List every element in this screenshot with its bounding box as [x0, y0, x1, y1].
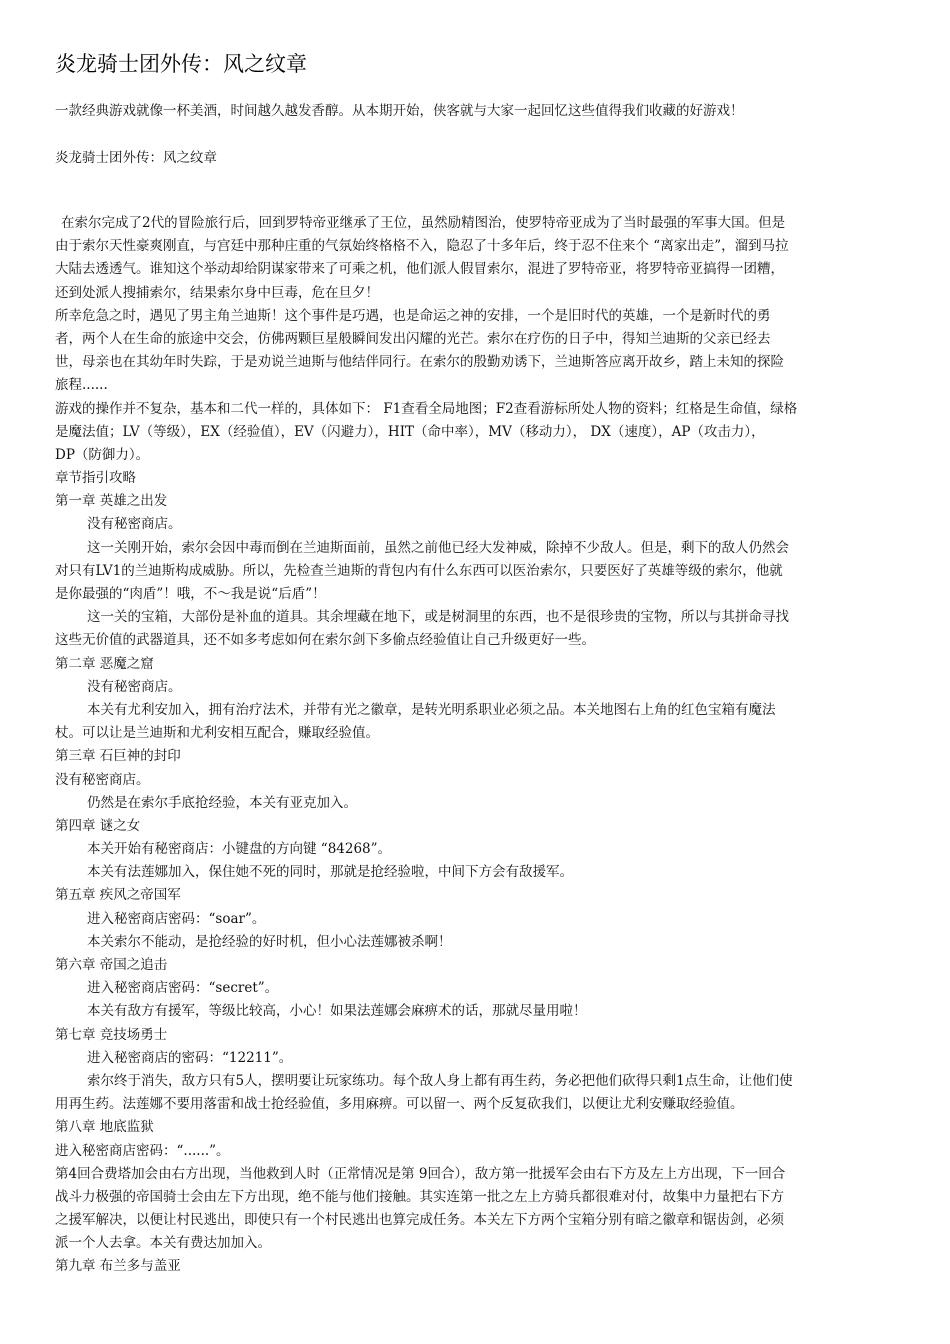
text-line: 大陆去透透气。谁知这个举动却给阴谋家带来了可乘之机，他们派人假冒索尔，混进了罗特帝亚，将罗特帝亚搞得一团糟，	[55, 261, 784, 278]
text-line: 是魔法值；LV（等级），EX（经验值），EV（闪避力），HIT（命中率），MV（移动力）， DX（速度），AP（攻击力），	[55, 423, 765, 440]
text-line: 杖。可以让是兰迪斯和尤利安相互配合，赚取经验值。	[55, 725, 379, 742]
chapter-heading: 第二章 恶魔之窟	[55, 655, 154, 672]
text-line: 没有秘密商店。	[87, 516, 182, 533]
text-line: 索尔终于消失，敌方只有5人，摆明要让玩家练功。每个敌人身上都有再生药，务必把他们砍得只剩1点生命，让他们使	[87, 1072, 793, 1089]
text-line: 还到处派人搜捕索尔，结果索尔身中巨毒，危在旦夕！	[55, 284, 379, 301]
text-line: 由于索尔天性豪爽刚直，与宫廷中那种庄重的气氛始终格格不入，隐忍了十多年后，终于忍不住来个 “离家出走”，溜到马拉	[55, 238, 789, 255]
text-line: 所幸危急之时，遇见了男主角兰迪斯！这个事件是巧遇，也是命运之神的安排，一个是旧时代的英雄，一个是新时代的勇	[55, 307, 771, 324]
text-line: 本关有尤利安加入，拥有治疗法术，并带有光之徽章，是转光明系职业必须之品。本关地图右上角的红色宝箱有魔法	[87, 701, 776, 718]
text-line: 在索尔完成了2代的冒险旅行后，回到罗特帝亚继承了王位，虽然励精图治，使罗特帝亚成为了当时最强的军事大国。但是	[61, 215, 786, 231]
text-line: DP（防御力）。	[55, 446, 150, 463]
document-title: 炎龙骑士团外传：风之纹章	[55, 52, 307, 76]
text-line: 对只有LV1的兰迪斯构成威胁。所以，先检查兰迪斯的背包内有什么东西可以医治索尔，只要医好了英雄等级的索尔，他就	[55, 562, 783, 579]
article-body	[55, 212, 940, 1279]
text-line: 本关有敌方有援军，等级比较高，小心！如果法莲娜会麻痹术的话，那就尽量用啦！	[87, 1003, 587, 1020]
document-subtitle: 炎龙骑士团外传：风之纹章	[55, 150, 217, 166]
text-line: 世，母亲也在其幼年时失踪，于是劝说兰迪斯与他结伴同行。在索尔的殷勤劝诱下，兰迪斯答应离开故乡，踏上未知的探险	[55, 354, 784, 371]
text-line: 派一个人去拿。本关有费达加加入。	[55, 1235, 271, 1252]
text-line: 本关索尔不能动，是抢经验的好时机，但小心法莲娜被杀啊！	[87, 933, 452, 950]
chapter-heading: 第七章 竞技场勇士	[55, 1026, 168, 1043]
section-heading: 章节指引攻略	[55, 470, 136, 487]
text-line: 进入秘密商店的密码：“12211”。	[87, 1049, 293, 1066]
chapter-heading: 第三章 石巨神的封印	[55, 748, 181, 765]
intro-paragraph: 一款经典游戏就像一杯美酒，时间越久越发香醇。从本期开始，侠客就与大家一起回忆这些值得我们收藏的好游戏！	[55, 103, 744, 119]
chapter-heading: 第八章 地底监狱	[55, 1119, 154, 1136]
text-line: 进入秘密商店密码：“......”。	[55, 1142, 230, 1159]
text-line: 用再生药。法莲娜不要用落雷和战士抢经验值，多用麻痹。可以留一、两个反复砍我们，以便让尤利安赚取经验值。	[55, 1096, 744, 1113]
text-line: 战斗力极强的帝国骑士会由左下方出现，绝不能与他们接触。其实连第一批之左上方骑兵都很难对付，故集中力量把右下方	[55, 1188, 784, 1205]
text-line: 本关开始有秘密商店：小键盘的方向键 “84268”。	[87, 841, 392, 858]
text-line: 没有秘密商店。	[55, 771, 150, 788]
chapter-heading: 第九章 布兰多与盖亚	[55, 1258, 181, 1275]
text-line: 这一关刚开始，索尔会因中毒而倒在兰迪斯面前，虽然之前他已经大发神威，除掉不少敌人。但是，剩下的敌人仍然会	[87, 539, 789, 556]
chapter-heading: 第四章 谜之女	[55, 817, 141, 834]
text-line: 者，两个人在生命的旅途中交会，仿佛两颗巨星般瞬间发出闪耀的光芒。索尔在疗伤的日子中，得知兰迪斯的父亲已经去	[55, 330, 771, 347]
chapter-heading: 第一章 英雄之出发	[55, 493, 168, 510]
text-line: 没有秘密商店。	[87, 678, 182, 695]
text-line: 之援军解决，以便让村民逃出，即使只有一个村民逃出也算完成任务。本关左下方两个宝箱分别有暗之徽章和锯齿剑，必须	[55, 1212, 784, 1229]
text-line: 游戏的操作并不复杂，基本和二代一样的，具体如下： F1查看全局地图；F2查看游标所处人物的资料；红格是生命值，绿格	[55, 400, 798, 417]
chapter-heading: 第六章 帝国之追击	[55, 957, 168, 973]
chapter-heading: 第五章 疾风之帝国军	[55, 887, 181, 904]
text-line: 这些无价值的武器道具，还不如多考虑如何在索尔剑下多偷点经验值让自己升级更好一些。	[55, 632, 595, 649]
text-line: 第4回合费塔加会由右方出现，当他救到人时（正常情况是第 9回合），敌方第一批援军会由右下方及左上方出现，下一回合	[55, 1165, 786, 1182]
text-line: 进入秘密商店密码：“secret”。	[87, 980, 279, 997]
text-line: 旅程......	[55, 377, 108, 394]
text-line: 是你最强的“肉盾”！哦，不～我是说“后盾”！	[55, 586, 326, 602]
text-line: 进入秘密商店密码：“soar”。	[87, 910, 266, 927]
text-line: 仍然是在索尔手底抢经验，本关有亚克加入。	[87, 794, 357, 811]
text-line: 本关有法莲娜加入，保住她不死的同时，那就是抢经验啦，中间下方会有敌援军。	[87, 864, 573, 881]
text-line: 这一关的宝箱，大部份是补血的道具。其余埋藏在地下，或是树洞里的东西，也不是很珍贵的宝物，所以与其拼命寻找	[87, 609, 789, 626]
